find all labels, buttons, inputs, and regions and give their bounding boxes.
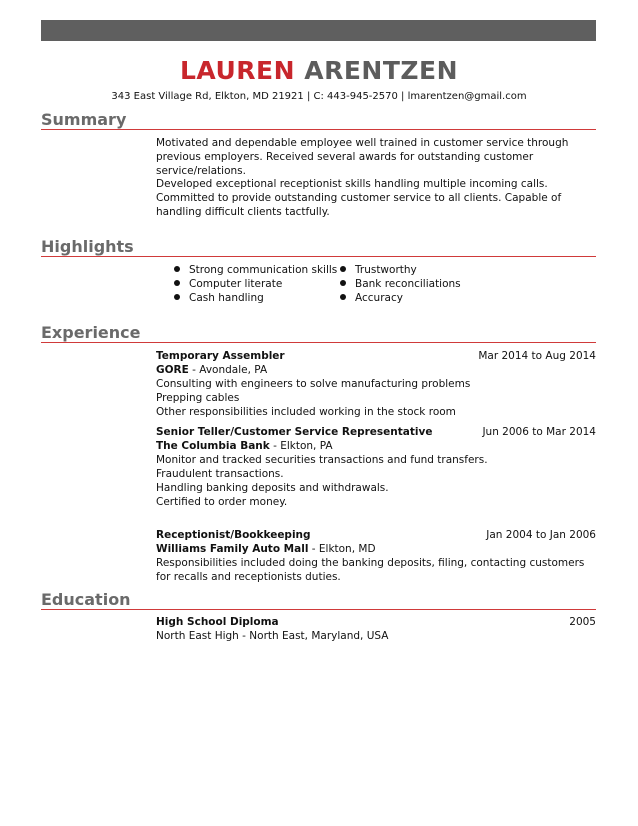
highlight-text: Accuracy [355,292,403,304]
header-bar [41,20,596,41]
job-duty: Certified to order money. [156,496,288,508]
section-divider [41,129,596,130]
school-name: North East High [156,630,239,642]
company-name: GORE [156,364,189,376]
highlight-text: Computer literate [189,278,283,290]
highlights-left-column [174,263,337,305]
bullet-icon [174,280,180,286]
job-duty: Monitor and tracked securities transactions and fund transfers. [156,454,488,466]
job-dates: Jun 2006 to Mar 2014 [482,426,596,438]
section-title-highlights: Highlights [41,237,134,256]
job-duty: Handling banking deposits and withdrawals. [156,482,389,494]
list-item [340,277,461,291]
company-name: The Columbia Bank [156,440,270,452]
job-duty: Fraudulent transactions. [156,468,284,480]
highlight-text: Trustworthy [355,264,417,276]
company-location: - Elkton, MD [308,543,376,555]
degree-name: High School Diploma [156,616,279,628]
school-location: - North East, Maryland, USA [238,630,389,642]
contact-info: 343 East Village Rd, Elkton, MD 21921 | C: 443-945-2570 | lmarentzen@gmail.com [111,91,527,102]
bullet-icon [340,280,346,286]
list-item [174,291,337,305]
job-title: Temporary Assembler [156,350,285,362]
highlight-text: Cash handling [189,292,264,304]
job-duty: Prepping cables [156,392,240,404]
job-duty: Responsibilities included doing the banking deposits, filing, contacting customers for recalls and receptionists duties. [156,557,585,583]
job-title: Receptionist/Bookkeeping [156,529,311,541]
section-title-education: Education [41,590,131,609]
job-entry [156,349,596,419]
graduation-year: 2005 [569,616,596,628]
highlight-text: Strong communication skills [189,264,338,276]
summary-paragraph [156,177,586,219]
bullet-icon [340,266,346,272]
job-title: Senior Teller/Customer Service Representative [156,426,433,438]
job-duty: Other responsibilities included working in the stock room [156,406,456,418]
job-dates: Mar 2014 to Aug 2014 [478,350,596,362]
company-location: - Avondale, PA [188,364,268,376]
education-entry [156,615,596,643]
company-location: - Elkton, PA [269,440,333,452]
highlight-text: Bank reconciliations [355,278,461,290]
list-item [340,263,461,277]
job-entry [156,528,596,584]
summary-text: Developed exceptional receptionist skills handling multiple incoming calls. Committed to provide outstanding customer service to all clients. Capable of handling difficult clients tactfully. [156,178,562,218]
first-name: LAUREN [179,56,296,85]
summary-text: Motivated and dependable employee well trained in customer service through previous employers. Received several awards for outstanding customer service/relations. [156,137,569,177]
candidate-name [0,56,638,86]
section-divider [41,342,596,343]
list-item [174,277,337,291]
section-title-experience: Experience [41,323,141,342]
bullet-icon [174,294,180,300]
bullet-icon [174,266,180,272]
job-duty: Consulting with engineers to solve manufacturing problems [156,378,471,390]
list-item [174,263,337,277]
section-title-summary: Summary [41,110,127,129]
job-entry [156,425,596,509]
summary-paragraph [156,136,586,178]
highlights-right-column [340,263,461,305]
section-divider [41,609,596,610]
company-name: Williams Family Auto Mall [156,543,309,555]
section-divider [41,256,596,257]
job-dates: Jan 2004 to Jan 2006 [486,529,596,541]
bullet-icon [340,294,346,300]
last-name: ARENTZEN [304,56,459,85]
list-item [340,291,461,305]
